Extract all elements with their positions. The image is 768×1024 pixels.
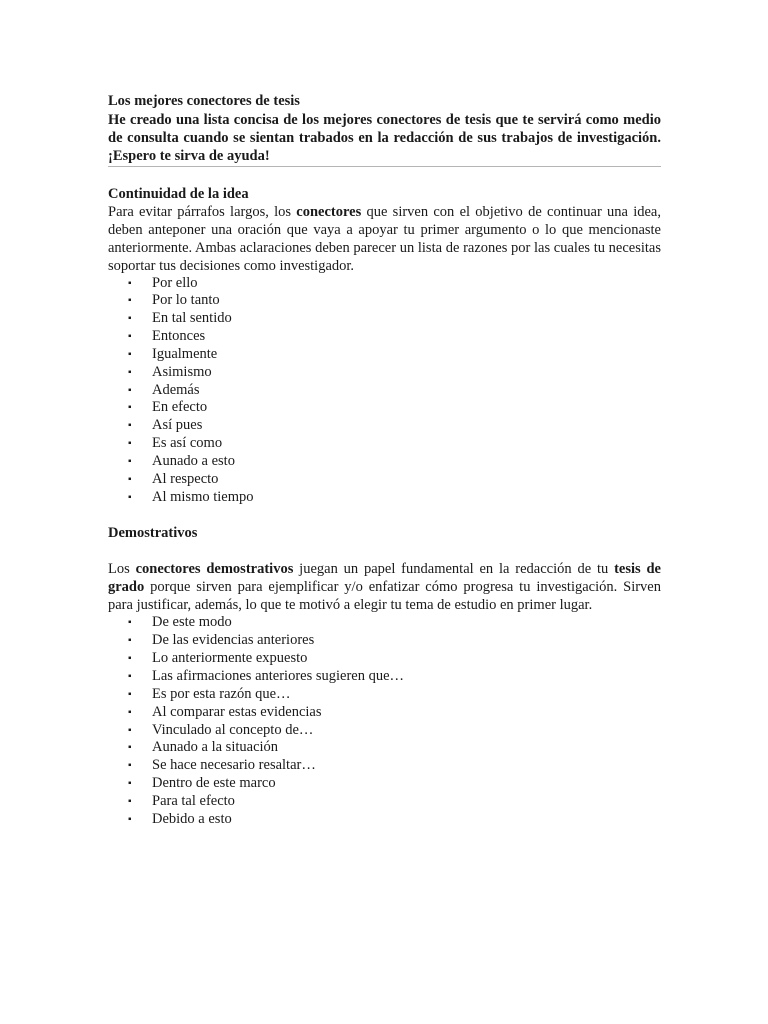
bullet-icon: ▪ (128, 384, 132, 396)
paragraph-text: porque sirven para ejemplificar y/o enfatizar cómo progresa tu investigación. Sirven para justificar, además, lo que te motivó a elegir tu tema de estudio en primer lugar. (108, 579, 661, 614)
bullet-icon: ▪ (128, 331, 132, 343)
list-item (108, 704, 661, 722)
list-item (108, 328, 661, 346)
list-item-label: En efecto (152, 399, 208, 416)
bullet-icon: ▪ (128, 617, 132, 629)
bullet-icon: ▪ (128, 688, 132, 700)
list-item (108, 739, 661, 757)
bullet-icon: ▪ (128, 653, 132, 665)
list-item-label: Por lo tanto (152, 292, 220, 309)
list-item-label: Para tal efecto (152, 792, 235, 809)
section-heading-demostrativos: Demostrativos (108, 525, 198, 542)
connector-list-continuidad (108, 275, 661, 507)
list-item (108, 650, 661, 668)
list-item (108, 722, 661, 740)
bullet-icon: ▪ (128, 813, 132, 825)
list-item-label: Al mismo tiempo (152, 488, 254, 505)
list-item-label: De este modo (152, 614, 232, 631)
list-item (108, 435, 661, 453)
bullet-icon: ▪ (128, 778, 132, 790)
list-item (108, 471, 661, 489)
list-item (108, 292, 661, 310)
list-item-label: Así pues (152, 417, 203, 434)
bullet-icon: ▪ (128, 706, 132, 718)
list-item (108, 811, 661, 829)
list-item (108, 382, 661, 400)
list-item-label: Asimismo (152, 363, 212, 380)
bullet-icon: ▪ (128, 277, 132, 289)
list-item (108, 399, 661, 417)
bullet-icon: ▪ (128, 313, 132, 325)
list-item (108, 364, 661, 382)
list-item-label: Por ello (152, 274, 198, 291)
connector-list-demostrativos (108, 614, 661, 828)
list-item (108, 686, 661, 704)
list-item-label: Se hace necesario resaltar… (152, 757, 316, 774)
spacer (108, 506, 661, 524)
list-item-label: Aunado a esto (152, 452, 235, 469)
bullet-icon: ▪ (128, 635, 132, 647)
spacer (108, 167, 661, 185)
bullet-icon: ▪ (128, 671, 132, 682)
list-item-label: De las evidencias anteriores (152, 632, 315, 649)
list-item (108, 417, 661, 435)
list-item-label: Lo anteriormente expuesto (152, 650, 308, 667)
document-intro: He creado una lista concisa de los mejores conectores de tesis que te servirá como medio de consulta cuando se sientan trabados en la redacción de sus trabajos de investigación. ¡Espero te sirva de ayuda! (108, 111, 661, 164)
list-item (108, 346, 661, 364)
list-item (108, 775, 661, 793)
paragraph-bold-term: tesis de grado (108, 561, 661, 596)
bullet-icon: ▪ (128, 473, 132, 485)
bullet-icon: ▪ (128, 742, 132, 754)
paragraph-text: que sirven con el objetivo de continuar una idea, deben anteponer una oración que vaya a apoyar tu primer argumento o lo que mencionaste anteriormente. Ambas aclaraciones deben parecer un lista de razones por las cuales tu necesitas soportar tus decisiones como investigador. (108, 203, 661, 274)
bullet-icon: ▪ (128, 348, 132, 360)
list-item-label: Igualmente (152, 345, 218, 362)
bullet-icon: ▪ (128, 366, 132, 378)
bullet-icon: ▪ (128, 402, 132, 414)
bullet-icon: ▪ (128, 455, 132, 467)
list-item (108, 275, 661, 293)
list-item-label: Es así como (152, 435, 223, 452)
bullet-icon: ▪ (128, 795, 132, 807)
list-item-label: Además (152, 381, 200, 398)
list-item-label: Aunado a la situación (152, 739, 279, 756)
paragraph-bold-term: conectores demostrativos (135, 561, 294, 578)
list-item-label: Las afirmaciones anteriores sugieren que… (152, 668, 405, 684)
list-item-label: Dentro de este marco (152, 775, 276, 792)
list-item (108, 453, 661, 471)
paragraph-text: Los (108, 561, 136, 578)
list-item-label: Vinculado al concepto de… (152, 721, 314, 738)
list-item-label: Al respecto (152, 470, 219, 487)
bullet-icon: ▪ (128, 438, 132, 450)
paragraph-bold-term: conectores (296, 203, 362, 220)
list-item-label: En tal sentido (152, 310, 232, 327)
bullet-icon: ▪ (128, 760, 132, 772)
list-item-label: Al comparar estas evidencias (152, 703, 322, 720)
list-item-label: Debido a esto (152, 810, 232, 827)
document-title: Los mejores conectores de tesis (108, 93, 300, 109)
list-item (108, 793, 661, 811)
list-item (108, 632, 661, 650)
bullet-icon: ▪ (128, 724, 132, 736)
list-item-label: Entonces (152, 328, 206, 345)
list-item (108, 757, 661, 775)
list-item (108, 310, 661, 328)
bullet-icon: ▪ (128, 295, 132, 307)
spacer (108, 542, 661, 560)
bullet-icon: ▪ (128, 491, 132, 503)
paragraph-text: juegan un papel fundamental en la redacción de tu (293, 561, 615, 578)
document-page (108, 93, 661, 829)
list-item-label: Es por esta razón que… (152, 685, 291, 702)
section-paragraph-demostrativos (108, 560, 661, 614)
section-heading-continuidad: Continuidad de la idea (108, 185, 249, 202)
list-item (108, 614, 661, 632)
list-item (108, 489, 661, 507)
section-paragraph-continuidad (108, 203, 661, 275)
list-item (108, 668, 661, 686)
paragraph-text: Para evitar párrafos largos, los (108, 203, 297, 220)
bullet-icon: ▪ (128, 420, 132, 432)
